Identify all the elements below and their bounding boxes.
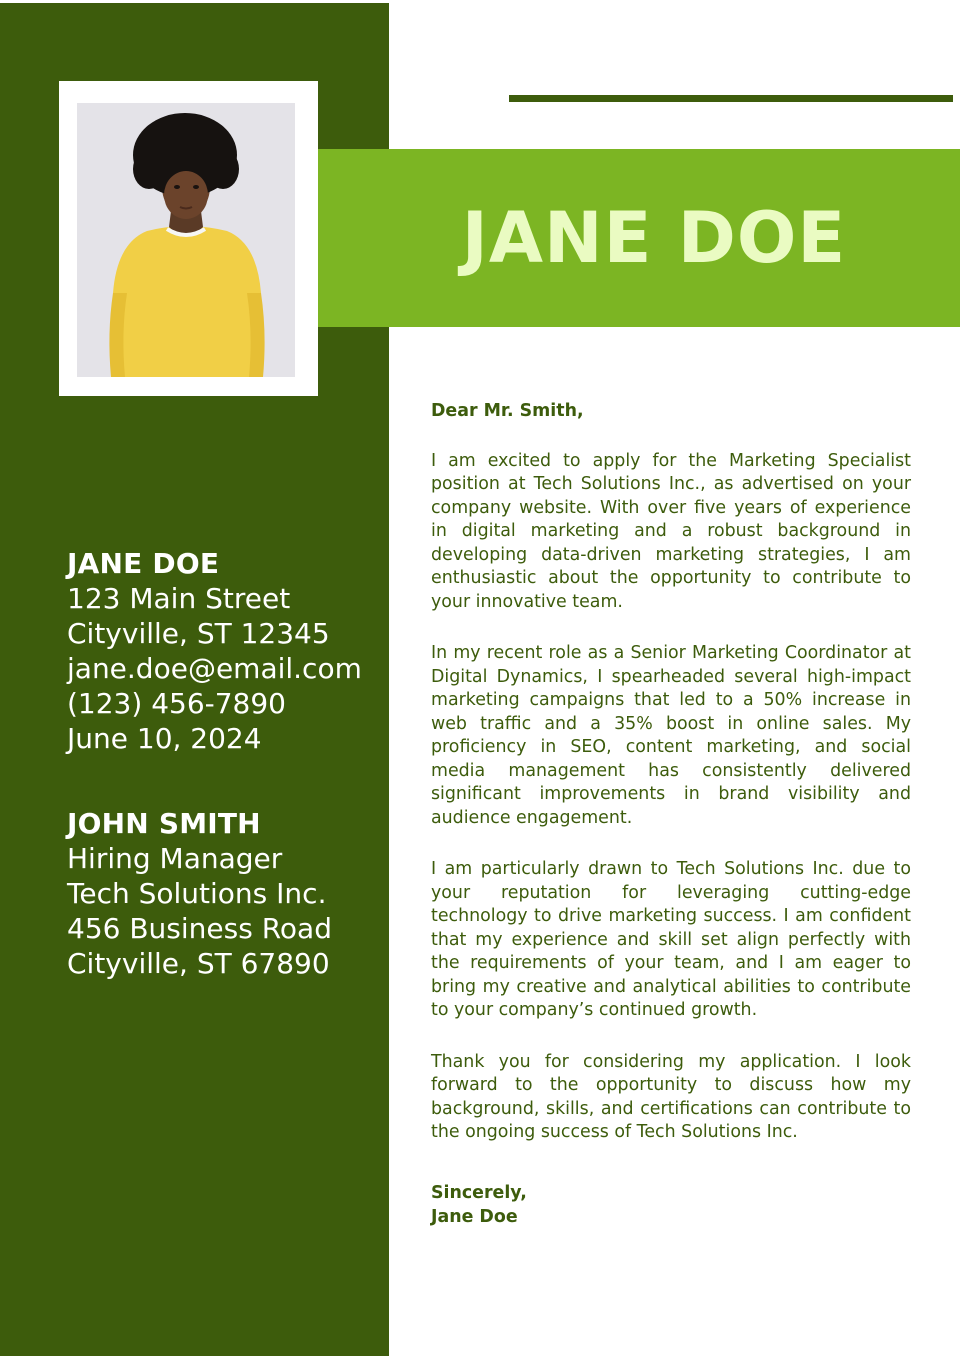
sender-city: Cityville, ST 12345 — [67, 617, 330, 650]
closing: Sincerely, — [431, 1182, 527, 1203]
recipient-contact — [67, 807, 332, 981]
greeting: Dear Mr. Smith, — [431, 401, 584, 421]
letter-body — [431, 400, 911, 1229]
top-rule — [509, 95, 953, 102]
name-banner — [318, 149, 960, 327]
recipient-title: Hiring Manager — [67, 842, 283, 875]
sender-phone: (123) 456-7890 — [67, 687, 286, 720]
recipient-city: Cityville, ST 67890 — [67, 947, 330, 980]
signature: Jane Doe — [431, 1206, 518, 1227]
paragraph-4: Thank you for considering my application. I look forward to the opportunity to discuss how my background, skills, and certifications can contribute to the ongoing success of Tech Solutions Inc. — [431, 1051, 911, 1142]
paragraph-1: I am excited to apply for the Marketing Specialist position at Tech Solutions Inc., as advertised on your company website. With over five years of experience in digital marketing and a robust background in developing data-driven marketing strategies, I am enthusiastic about the opportunity to contribute to your innovative team. — [431, 450, 911, 612]
recipient-name: JOHN SMITH — [67, 807, 261, 840]
photo-frame — [59, 81, 318, 396]
paragraph-2: In my recent role as a Senior Marketing Coordinator at Digital Dynamics, I spearheaded several high-impact marketing campaigns that led to a 50% increase in web traffic and a 35% boost in online sales. My proficiency in SEO, content marketing, and social media management has consistently delivered significant improvements in brand visibility and audience engagement. — [431, 643, 911, 828]
paragraph-3: I am particularly drawn to Tech Solutions Inc. due to your reputation for leveraging cutting-edge technology to drive marketing success. I am confident that my experience and skill set align perfectly with the requirements of your team, and I am eager to bring my creative and analytical abilities to contribute to your company’s continued growth. — [431, 859, 911, 1020]
sender-email: jane.doe@email.com — [67, 652, 362, 685]
sender-name: JANE DOE — [67, 547, 220, 580]
sender-street: 123 Main Street — [67, 582, 291, 615]
page-title: JANE DOE — [461, 197, 847, 279]
sender-contact — [67, 547, 362, 756]
portrait-image — [77, 103, 295, 377]
closing-block — [431, 1181, 911, 1229]
profile-photo — [77, 103, 295, 377]
recipient-street: 456 Business Road — [67, 912, 332, 945]
recipient-company: Tech Solutions Inc. — [67, 877, 327, 910]
letter-date: June 10, 2024 — [67, 722, 262, 755]
